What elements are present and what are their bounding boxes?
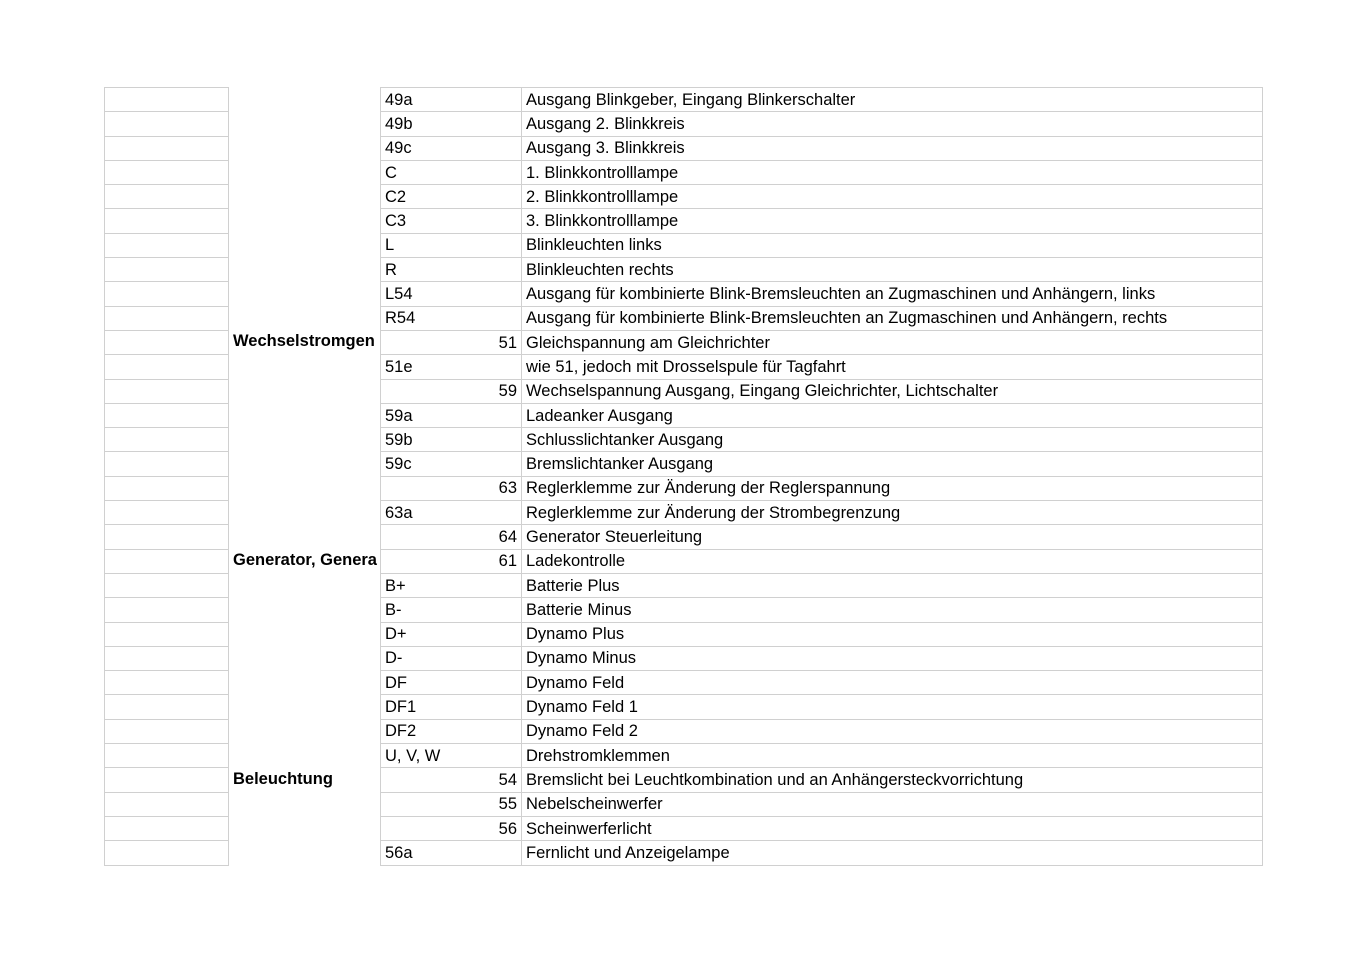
description-cell[interactable]: Ausgang für kombinierte Blink-Bremsleuchten an Zugmaschinen und Anhängern, rechts	[522, 306, 1263, 330]
description-cell[interactable]: Wechselspannung Ausgang, Eingang Gleichrichter, Lichtschalter	[522, 379, 1263, 403]
row-index-cell[interactable]	[105, 282, 229, 306]
table-row	[105, 282, 1263, 306]
terminal-cell[interactable]: 63	[381, 476, 522, 500]
description-cell[interactable]: wie 51, jedoch mit Drosselspule für Tagfahrt	[522, 355, 1263, 379]
group-cell[interactable]	[229, 816, 381, 840]
table-row	[105, 258, 1263, 282]
description-cell[interactable]: Batterie Plus	[522, 573, 1263, 597]
row-index-cell[interactable]	[105, 671, 229, 695]
table-row	[105, 136, 1263, 160]
terminal-cell[interactable]: 56	[381, 816, 522, 840]
description-cell[interactable]: Generator Steuerleitung	[522, 525, 1263, 549]
row-index-cell[interactable]	[105, 744, 229, 768]
description-cell[interactable]: Ladeanker Ausgang	[522, 403, 1263, 427]
row-index-cell[interactable]	[105, 646, 229, 670]
description-cell[interactable]: Bremslichtanker Ausgang	[522, 452, 1263, 476]
table-row	[105, 622, 1263, 646]
terminal-cell[interactable]: C3	[381, 209, 522, 233]
description-cell[interactable]: Ausgang für kombinierte Blink-Bremsleuchten an Zugmaschinen und Anhängern, links	[522, 282, 1263, 306]
table-row	[105, 573, 1263, 597]
group-cell[interactable]	[229, 622, 381, 646]
terminal-cell[interactable]: B-	[381, 598, 522, 622]
row-index-cell[interactable]	[105, 136, 229, 160]
table-row	[105, 379, 1263, 403]
terminal-cell[interactable]: B+	[381, 573, 522, 597]
group-cell[interactable]	[229, 452, 381, 476]
group-label[interactable]: Wechselstromgen	[233, 332, 375, 351]
description-cell[interactable]: Reglerklemme zur Änderung der Strombegrenzung	[522, 501, 1263, 525]
row-index-cell[interactable]	[105, 476, 229, 500]
table-row	[105, 549, 1263, 573]
row-index-cell[interactable]	[105, 428, 229, 452]
row-index-cell[interactable]	[105, 258, 229, 282]
table-row	[105, 112, 1263, 136]
row-index-cell[interactable]	[105, 841, 229, 865]
spreadsheet-page	[104, 87, 1263, 866]
terminal-cell[interactable]: 55	[381, 792, 522, 816]
group-label[interactable]: Generator, Genera	[233, 551, 377, 570]
terminal-cell[interactable]: 64	[381, 525, 522, 549]
description-cell[interactable]: Dynamo Feld	[522, 671, 1263, 695]
terminal-cell[interactable]: DF2	[381, 719, 522, 743]
group-cell[interactable]	[229, 695, 381, 719]
group-cell[interactable]	[229, 476, 381, 500]
terminal-cell[interactable]: 59c	[381, 452, 522, 476]
terminal-cell[interactable]: U, V, W	[381, 744, 522, 768]
row-index-cell[interactable]	[105, 719, 229, 743]
table-row	[105, 185, 1263, 209]
table-row	[105, 476, 1263, 500]
row-index-cell[interactable]	[105, 573, 229, 597]
table-row	[105, 501, 1263, 525]
row-index-cell[interactable]	[105, 209, 229, 233]
description-cell[interactable]: Scheinwerferlicht	[522, 816, 1263, 840]
row-index-cell[interactable]	[105, 88, 229, 112]
terminal-cell[interactable]: 63a	[381, 501, 522, 525]
description-cell[interactable]: 2. Blinkkontrolllampe	[522, 185, 1263, 209]
group-cell[interactable]	[229, 573, 381, 597]
row-index-cell[interactable]	[105, 622, 229, 646]
group-cell[interactable]	[229, 355, 381, 379]
description-cell[interactable]: Schlusslichtanker Ausgang	[522, 428, 1263, 452]
terminal-cell[interactable]: D-	[381, 646, 522, 670]
group-cell[interactable]	[229, 306, 381, 330]
group-cell[interactable]	[229, 185, 381, 209]
table-row	[105, 88, 1263, 112]
table-row	[105, 209, 1263, 233]
table-row	[105, 355, 1263, 379]
row-index-cell[interactable]	[105, 768, 229, 792]
table-row	[105, 816, 1263, 840]
description-cell[interactable]: Dynamo Feld 1	[522, 695, 1263, 719]
group-cell[interactable]	[229, 841, 381, 865]
group-cell[interactable]	[229, 744, 381, 768]
row-index-cell[interactable]	[105, 355, 229, 379]
terminal-cell[interactable]: DF1	[381, 695, 522, 719]
table-row	[105, 598, 1263, 622]
group-cell[interactable]	[229, 258, 381, 282]
description-cell[interactable]: Drehstromklemmen	[522, 744, 1263, 768]
table-row	[105, 792, 1263, 816]
row-index-cell[interactable]	[105, 501, 229, 525]
description-cell[interactable]: Bremslicht bei Leuchtkombination und an Anhängersteckvorrichtung	[522, 768, 1263, 792]
terminal-cell[interactable]: C2	[381, 185, 522, 209]
terminal-cell[interactable]: L	[381, 233, 522, 257]
group-cell[interactable]	[229, 646, 381, 670]
description-cell[interactable]: 1. Blinkkontrolllampe	[522, 160, 1263, 184]
table-row	[105, 525, 1263, 549]
group-cell[interactable]	[229, 379, 381, 403]
description-cell[interactable]: Blinkleuchten rechts	[522, 258, 1263, 282]
group-cell[interactable]	[229, 403, 381, 427]
description-cell[interactable]: Ladekontrolle	[522, 549, 1263, 573]
table-row	[105, 768, 1263, 792]
terminal-cell[interactable]: R54	[381, 306, 522, 330]
table-row	[105, 330, 1263, 354]
group-cell[interactable]	[229, 209, 381, 233]
description-cell[interactable]: Fernlicht und Anzeigelampe	[522, 841, 1263, 865]
terminal-cell[interactable]: 51e	[381, 355, 522, 379]
group-cell[interactable]	[229, 501, 381, 525]
description-cell[interactable]: Dynamo Plus	[522, 622, 1263, 646]
terminal-table-body	[105, 88, 1263, 866]
description-cell[interactable]: Dynamo Minus	[522, 646, 1263, 670]
group-cell[interactable]	[229, 671, 381, 695]
terminal-table	[104, 87, 1263, 866]
group-label[interactable]: Beleuchtung	[233, 769, 333, 788]
table-row	[105, 452, 1263, 476]
group-cell[interactable]	[229, 792, 381, 816]
description-cell[interactable]: Gleichspannung am Gleichrichter	[522, 330, 1263, 354]
table-row	[105, 646, 1263, 670]
terminal-cell[interactable]: 59a	[381, 403, 522, 427]
terminal-cell[interactable]: R	[381, 258, 522, 282]
row-index-cell[interactable]	[105, 816, 229, 840]
table-row	[105, 306, 1263, 330]
description-cell[interactable]: Ausgang Blinkgeber, Eingang Blinkerschalter	[522, 88, 1263, 112]
description-cell[interactable]: Dynamo Feld 2	[522, 719, 1263, 743]
row-index-cell[interactable]	[105, 452, 229, 476]
description-cell[interactable]: Ausgang 2. Blinkkreis	[522, 112, 1263, 136]
terminal-cell[interactable]: 51	[381, 330, 522, 354]
table-row	[105, 233, 1263, 257]
terminal-cell[interactable]: D+	[381, 622, 522, 646]
table-row	[105, 695, 1263, 719]
terminal-cell[interactable]: L54	[381, 282, 522, 306]
description-cell[interactable]: Ausgang 3. Blinkkreis	[522, 136, 1263, 160]
terminal-cell[interactable]: 54	[381, 768, 522, 792]
row-index-cell[interactable]	[105, 695, 229, 719]
description-cell[interactable]: Nebelscheinwerfer	[522, 792, 1263, 816]
table-row	[105, 719, 1263, 743]
group-cell[interactable]	[229, 719, 381, 743]
row-index-cell[interactable]	[105, 525, 229, 549]
row-index-cell[interactable]	[105, 403, 229, 427]
group-cell[interactable]	[229, 428, 381, 452]
terminal-cell[interactable]: 49b	[381, 112, 522, 136]
row-index-cell[interactable]	[105, 306, 229, 330]
table-row	[105, 841, 1263, 865]
group-cell[interactable]	[229, 598, 381, 622]
terminal-cell[interactable]: 49a	[381, 88, 522, 112]
table-row	[105, 744, 1263, 768]
table-row	[105, 160, 1263, 184]
row-index-cell[interactable]	[105, 233, 229, 257]
table-row	[105, 671, 1263, 695]
row-index-cell[interactable]	[105, 792, 229, 816]
terminal-cell[interactable]: 49c	[381, 136, 522, 160]
group-cell[interactable]	[229, 88, 381, 112]
group-cell[interactable]	[229, 160, 381, 184]
terminal-cell[interactable]: 56a	[381, 841, 522, 865]
description-cell[interactable]: 3. Blinkkontrolllampe	[522, 209, 1263, 233]
terminal-cell[interactable]: C	[381, 160, 522, 184]
terminal-cell[interactable]: 59b	[381, 428, 522, 452]
row-index-cell[interactable]	[105, 549, 229, 573]
table-row	[105, 428, 1263, 452]
terminal-cell[interactable]: DF	[381, 671, 522, 695]
description-cell[interactable]: Batterie Minus	[522, 598, 1263, 622]
row-index-cell[interactable]	[105, 112, 229, 136]
row-index-cell[interactable]	[105, 185, 229, 209]
group-cell[interactable]	[229, 282, 381, 306]
group-cell[interactable]	[229, 525, 381, 549]
terminal-cell[interactable]: 59	[381, 379, 522, 403]
row-index-cell[interactable]	[105, 160, 229, 184]
group-cell[interactable]	[229, 233, 381, 257]
description-cell[interactable]: Blinkleuchten links	[522, 233, 1263, 257]
group-cell[interactable]	[229, 112, 381, 136]
description-cell[interactable]: Reglerklemme zur Änderung der Reglerspannung	[522, 476, 1263, 500]
row-index-cell[interactable]	[105, 379, 229, 403]
terminal-cell[interactable]: 61	[381, 549, 522, 573]
row-index-cell[interactable]	[105, 598, 229, 622]
table-row	[105, 403, 1263, 427]
row-index-cell[interactable]	[105, 330, 229, 354]
group-cell[interactable]	[229, 136, 381, 160]
